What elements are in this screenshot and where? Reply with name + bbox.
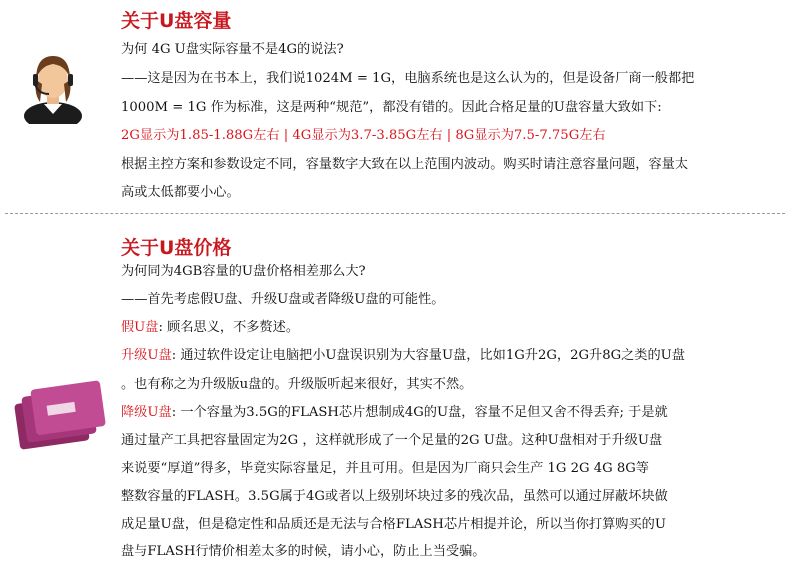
fake-usb-label: 假U盘 — [121, 320, 159, 335]
price-question: 为何同为4GB容量的U盘价格相差那么大? — [121, 264, 366, 279]
upgrade-usb-text: : 通过软件设定让电脑把小U盘误识别为大容量U盘，比如1G升2G，2G升8G之类的U盘 — [171, 348, 685, 363]
capacity-paragraph-line: 1000M = 1G 作为标准，这是两种“规范”，都没有错的。因此合格足量的U盘容量大致如下: — [121, 100, 662, 115]
upgrade-usb-line — [121, 346, 685, 366]
downgrade-usb-text: : 一个容量为3.5G的FLASH芯片想制成4G的U盘，容量不足但又舍不得丢弃; 于是就 — [171, 405, 668, 420]
capacity-paragraph-line: 根据主控方案和参数设定不同，容量数字大致在以上范围内波动。购买时请注意容量问题，容量太 — [121, 157, 689, 172]
section-title-capacity: 关于U盘容量 — [121, 10, 232, 32]
downgrade-usb-label: 降级U盘 — [121, 405, 172, 420]
price-paragraph-line: ——首先考虑假U盘、升级U盘或者降级U盘的可能性。 — [121, 292, 445, 307]
downgrade-usb-line — [121, 403, 668, 423]
usb-card-icon — [10, 380, 110, 450]
capacity-values: 2G显示为1.85-1.88G左右 | 4G显示为3.7-3.85G左右 | 8G显示为7.5-7.75G左右 — [121, 128, 606, 143]
support-agent-icon — [22, 50, 84, 124]
upgrade-usb-line: 。也有称之为升级版u盘的。升级版听起来很好，其实不然。 — [121, 377, 473, 392]
fake-usb-line — [121, 318, 299, 338]
downgrade-usb-line: 盘与FLASH行情价相差太多的时候，请小心，防止上当受骗。 — [121, 544, 486, 559]
downgrade-usb-line: 整数容量的FLASH。3.5G属于4G或者以上级别坏块过多的残次品，虽然可以通过屏蔽坏块做 — [121, 489, 668, 504]
upgrade-usb-label: 升级U盘 — [121, 348, 172, 363]
downgrade-usb-line: 成足量U盘，但是稳定性和品质还是无法与合格FLASH芯片相提并论，所以当你打算购买的U — [121, 517, 666, 532]
capacity-question: 为何 4G U盘实际容量不是4G的说法? — [121, 42, 344, 57]
downgrade-usb-line: 来说要“厚道”得多，毕竟实际容量足，并且可用。但是因为厂商只会生产 1G 2G 4G 8G等 — [121, 461, 649, 476]
downgrade-usb-line: 通过量产工具把容量固定为2G ，这样就形成了一个足量的2G U盘。这种U盘相对于升级U盘 — [121, 433, 663, 448]
capacity-paragraph-line: ——这是因为在书本上，我们说1024M = 1G，电脑系统也是这么认为的，但是设备厂商一般都把 — [121, 71, 695, 86]
fake-usb-text: : 顾名思义，不多赘述。 — [158, 320, 300, 335]
section-title-price: 关于U盘价格 — [121, 237, 232, 259]
capacity-paragraph-line: 高或太低都要小心。 — [121, 185, 240, 200]
section-divider — [5, 213, 785, 214]
